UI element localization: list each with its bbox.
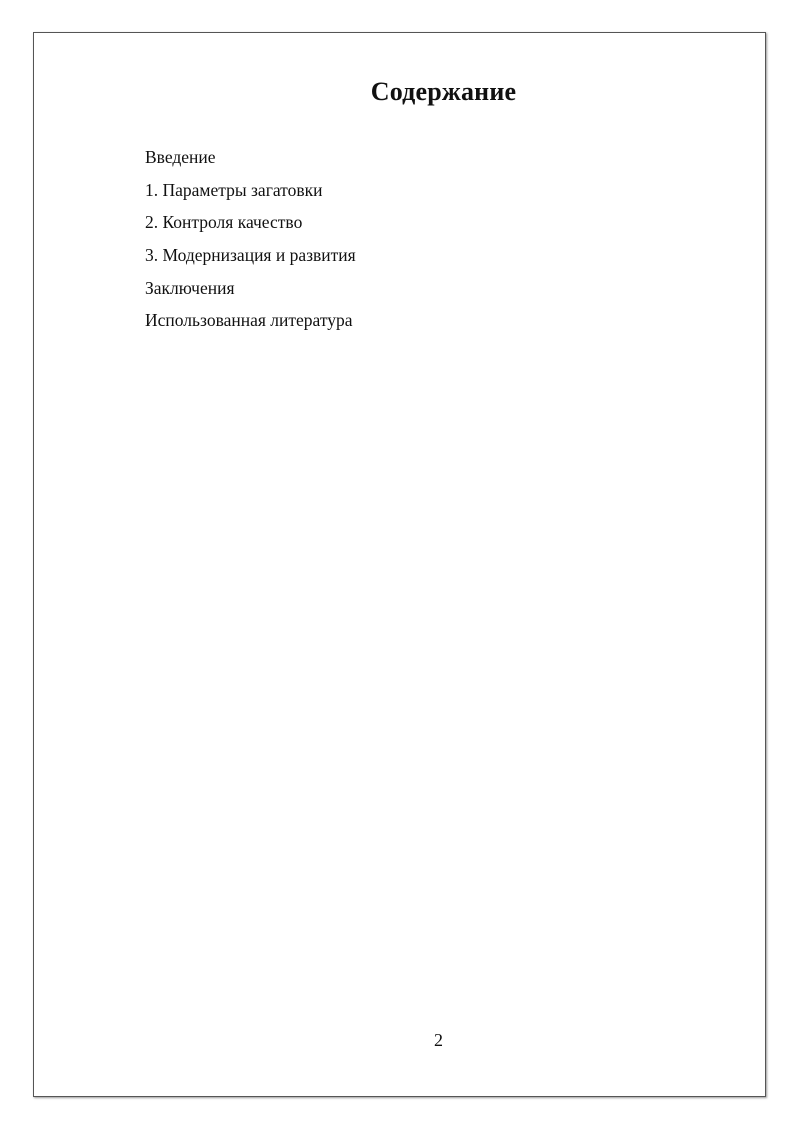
toc-item-section-3: 3. Модернизация и развития (145, 245, 356, 266)
toc-item-references: Использованная литература (145, 310, 353, 331)
document-page (33, 32, 766, 1097)
page-title: Содержание (370, 77, 517, 106)
toc-item-conclusion: Заключения (145, 277, 235, 298)
page-number: 2 (434, 1030, 443, 1050)
toc-item-section-1: 1. Параметры загатовки (145, 179, 323, 200)
table-of-contents (145, 146, 356, 342)
toc-item-section-2: 2. Контроля качество (145, 212, 303, 233)
toc-item-introduction: Введение (145, 147, 216, 167)
